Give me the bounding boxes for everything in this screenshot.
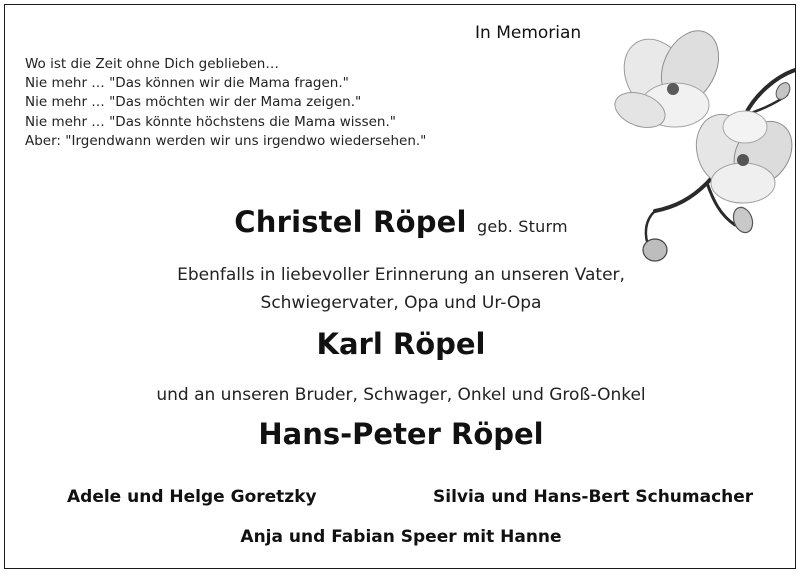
family-signature: Silvia und Hans-Bert Schumacher <box>433 487 754 507</box>
birth-name: geb. Sturm <box>476 217 568 236</box>
family-signature: Anja und Fabian Speer mit Hanne <box>240 527 562 547</box>
remembrance-text: Ebenfalls in liebevoller Erinnerung an unseren Vater, <box>177 265 625 285</box>
family-signature: Adele und Helge Goretzky <box>67 487 317 507</box>
memorial-heading: In Memorian <box>475 23 582 43</box>
poem-block <box>25 55 426 151</box>
poem-line: Aber: "Irgendwann werden wir uns irgendwo wiedersehen." <box>25 132 427 149</box>
second-name: Karl Röpel <box>316 327 486 361</box>
poem-line: Wo ist die Zeit ohne Dich geblieben… <box>25 56 279 72</box>
third-name: Hans-Peter Röpel <box>258 417 544 451</box>
deceased-name: Christel Röpel <box>234 205 467 239</box>
deceased-name-line <box>5 205 796 239</box>
poem-line: Nie mehr … "Das möchten wir der Mama zeigen." <box>25 94 362 111</box>
remembrance-text: und an unseren Bruder, Schwager, Onkel und Groß-Onkel <box>156 385 646 405</box>
poem-line: Nie mehr … "Das können wir die Mama fragen." <box>25 75 349 92</box>
remembrance-text: Schwiegervater, Opa und Ur-Opa <box>260 293 542 313</box>
poem-line: Nie mehr … "Das könnte höchstens die Mama wissen." <box>25 113 396 130</box>
memorial-card <box>4 4 796 569</box>
